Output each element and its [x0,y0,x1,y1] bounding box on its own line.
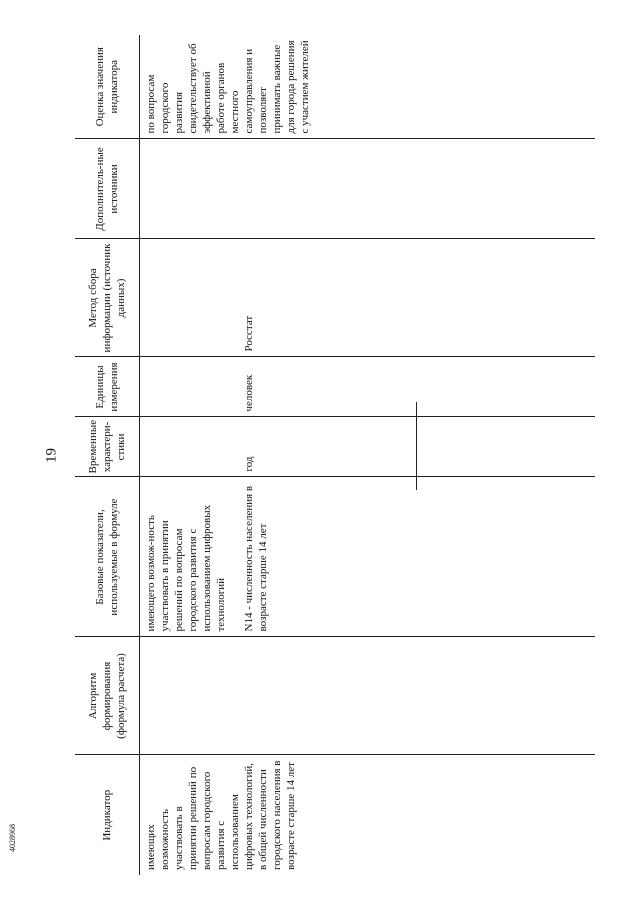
time-value: год [243,456,255,472]
cell-additional [140,139,595,239]
base-indicator-text-1: имеющего возмож-ность участвовать в принятии решений по вопросам городского развития с использованием цифровых технологий [145,504,227,632]
header-formula: Алгоритм формирования (формула расчета) [75,637,140,755]
table-row [140,35,595,875]
cell-method [140,239,595,357]
table-header-row [75,35,140,875]
units-value: человек [243,374,255,412]
cell-indicator: имеющих возможность участвовать в принятии решений по вопросам городского развития с использованием цифровых технологий, в общей численности городского населения в возрасте старше 14 лет [140,755,595,875]
header-time: Временные характери-стики [75,417,140,477]
header-base-indicators: Базовые показатели, используемые в формуле [75,477,140,637]
header-indicator: Индикатор [75,755,140,875]
page-number: 19 [43,448,60,463]
cell-formula [140,637,595,755]
header-units: Единицы измерения [75,357,140,417]
method-value: Росстат [243,315,255,352]
separator-line [416,402,417,490]
cell-units [140,357,595,417]
header-additional: Дополнитель-ные источники [75,139,140,239]
rotated-table-container [75,35,595,875]
header-assessment: Оценка значения индикатора [75,35,140,139]
cell-base-indicators [140,477,595,637]
document-id: 4028968 [8,824,17,852]
base-indicator-text-2: N14 - численность населения в возрасте старше 14 лет [243,485,269,632]
indicator-table [75,35,595,875]
cell-assessment: по вопросам городского развития свидетельствует об эффективной работе органов местного самоуправления и позволяет принимать важные для города решения с участием жителей [140,35,595,139]
cell-time [140,417,595,477]
header-method: Метод сбора информации (источник данных) [75,239,140,357]
